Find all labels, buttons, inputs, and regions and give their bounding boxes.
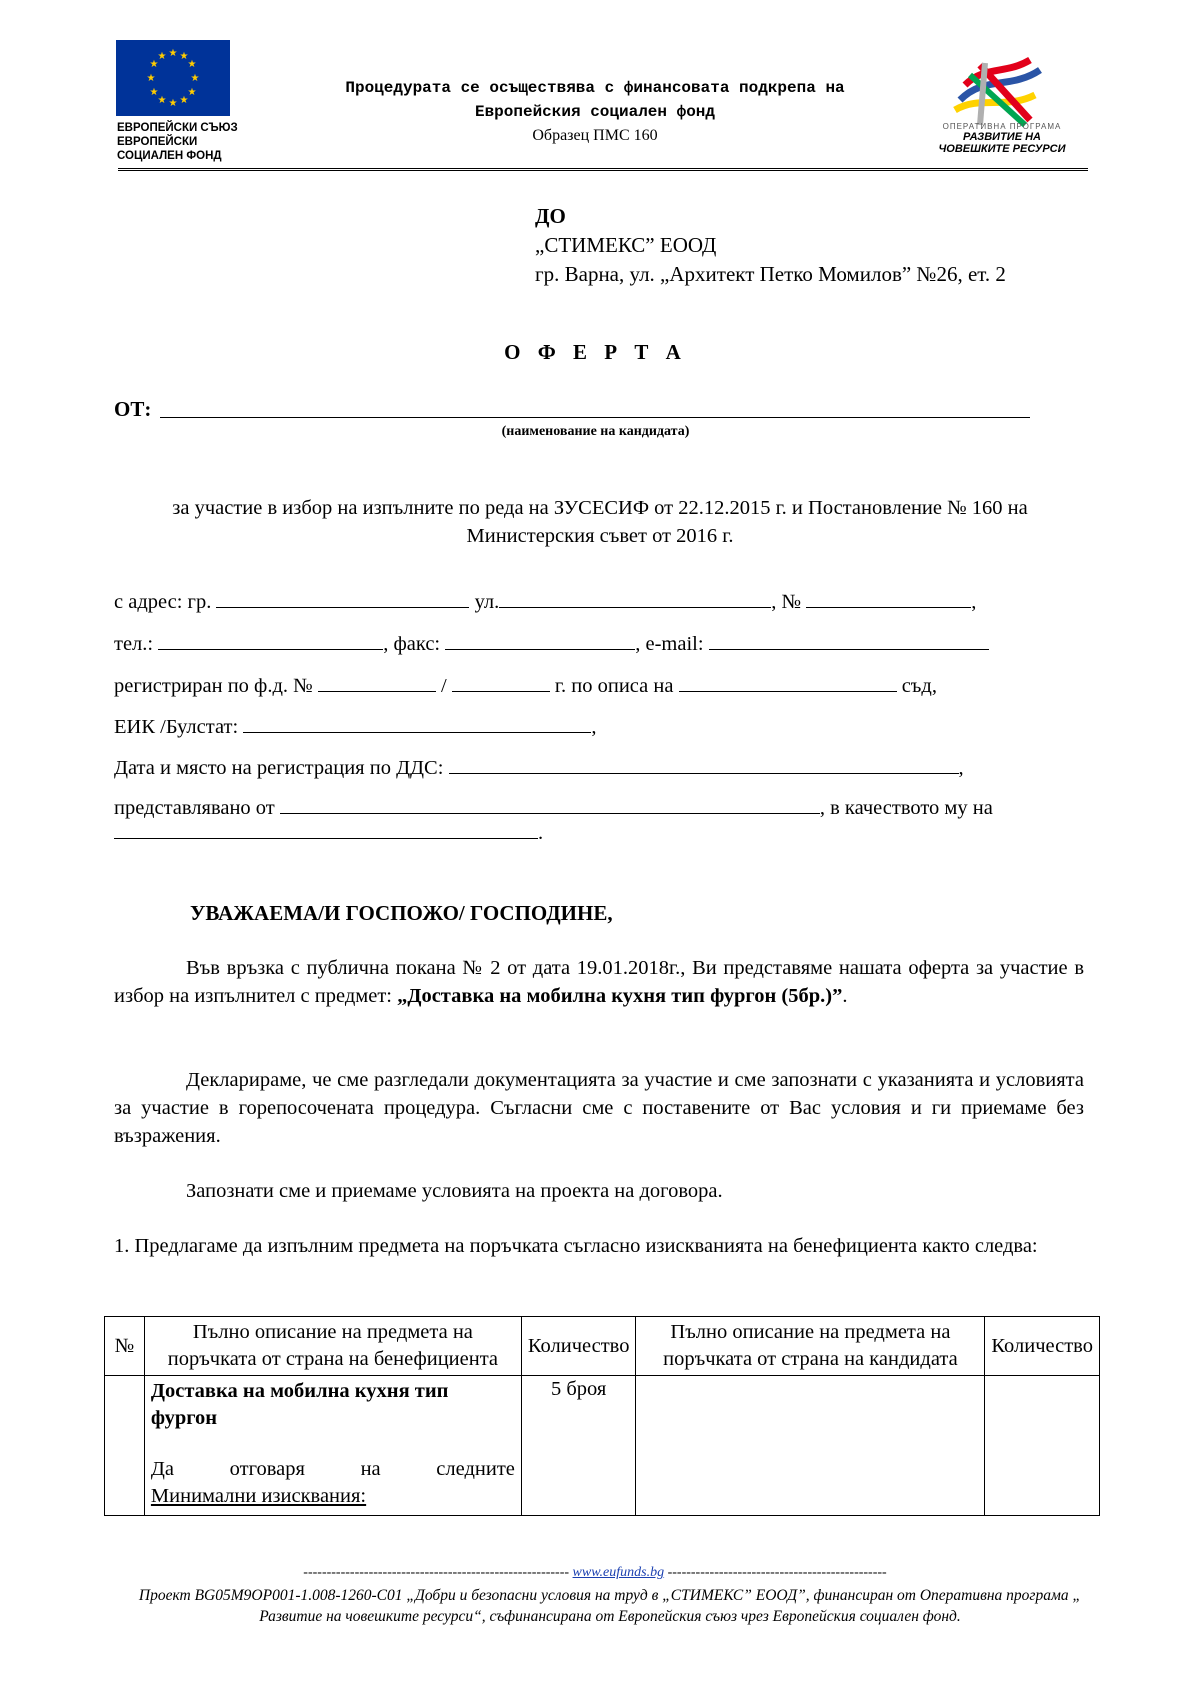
offer-text: 1. Предлагаме да изпълним предмета на поръчката съгласно изискванията на бенефициента както следва: [114,1235,1038,1257]
document-title: О Ф Е Р Т А [504,340,687,364]
header-beneficiary-description: Пълно описание на предмета на поръчката от страна на бенефициента [144,1317,521,1376]
purpose-text: за участие в избор на изпълните по реда на ЗУСЕСИФ от 22.12.2015 г. и Постановление № 160 на Министерския съвет от 2016 г. [172,497,1028,547]
vat-blank [449,755,959,774]
year-blank [452,673,550,692]
register-label: г. по описа на [554,675,674,697]
svg-text:★: ★ [187,87,197,98]
item-minimum-requirements: Минимални изисквания: [150,1485,367,1507]
address-row [114,589,1084,615]
header-template-line: Образец ПМС 160 [532,127,658,144]
salutation: УВАЖАЕМА/И ГОСПОЖО/ ГОСПОДИНЕ, [190,901,613,925]
contract-text: Запознати сме и приемаме условията на проекта на договора. [186,1180,723,1202]
hr-program-label-2: ЧОВЕШКИТЕ РЕСУРСИ [938,143,1066,155]
header-text [255,76,935,148]
court-label: съд, [901,675,937,697]
registration-row [114,673,1084,699]
contact-row [114,631,1084,657]
slash: / [440,675,447,697]
recipient-address: гр. Варна, ул. „Архитект Петко Момилов” №26, ет. 2 [535,262,1006,286]
capacity-label: , в качеството му на [819,797,993,819]
fax-label: , факс: [383,633,441,655]
header-funding-line: Процедурата се осъществява с финансовата подкрепа на [345,79,845,97]
paragraph-declaration [114,1066,1084,1150]
invitation-text: Във връзка с публична покана № 2 от дата 19.01.2018г., Ви представяме нашата оферта за участие в избор на изпълнител с предмет: [114,957,1084,1007]
address-label: с адрес: гр. [114,591,212,613]
eu-caption-line: ЕВРОПЕЙСКИ СЪЮЗ [117,122,238,134]
recipient-company: „СТИМЕКС” ЕООД [535,233,717,257]
item-title: Доставка на мобилна кухня тип фургон [150,1380,449,1429]
svg-text:★: ★ [187,59,197,70]
svg-text:★: ★ [157,51,167,62]
tel-blank [158,631,383,650]
from-label: ОТ: [114,397,152,421]
svg-text:★: ★ [149,87,159,98]
header-number: № [105,1317,145,1376]
eu-caption [117,121,238,163]
hr-program-logo [945,55,1055,130]
footer-separator: --------------------------------------------------------- www.eufunds.bg ----------------------------------------------- [303,1565,887,1580]
street-blank [499,589,771,608]
paragraph-offer [114,1232,1084,1260]
street-label: ул. [474,591,500,613]
row-candidate-quantity [985,1376,1100,1516]
row-beneficiary-description [144,1376,521,1516]
vat-row [114,755,1084,781]
row-candidate-description [636,1376,985,1516]
representative-blank [280,795,820,814]
court-blank [679,673,897,692]
number-label: , № [771,591,802,613]
email-blank [709,631,989,650]
subject-title: „Доставка на мобилна кухня тип фургон (5бр.)” [397,985,843,1007]
header-candidate-description: Пълно описание на предмета на поръчката от страна на кандидата [636,1317,985,1376]
row-quantity: 5 броя [521,1376,636,1516]
hr-program-caption [927,122,1077,155]
header-fund-line: Европейския социален фонд [474,103,716,121]
candidate-name-blank [160,417,1030,418]
paragraph-invitation [114,954,1084,1010]
number-blank [806,589,971,608]
recipient-to-label: ДО [535,204,566,228]
fax-blank [445,631,635,650]
header-quantity: Количество [521,1317,636,1376]
period: . [538,822,544,844]
eik-label: ЕИК /Булстат: [114,716,239,738]
eu-caption-line: ЕВРОПЕЙСКИ [117,136,198,148]
capacity-row [114,820,1084,846]
svg-text:★: ★ [168,48,178,59]
paragraph-contract [114,1177,1084,1205]
header-divider [118,168,1088,171]
offer-table [104,1316,1100,1516]
svg-text:★: ★ [146,73,156,84]
representative-row [114,795,1084,821]
hr-program-label-1: РАЗВИТИЕ НА [962,131,1041,143]
eu-flag-logo [116,40,230,116]
candidate-name-note: (наименование на кандидата) [501,424,690,439]
declaration-text: Декларираме, че сме разгледали документацията за участие и сме запознати с указанията и условията за участие в горепосочената процедура. Съгласни сме с поставените от Вас условия и ги приемаме без възражения. [114,1069,1084,1147]
svg-text:★: ★ [149,59,159,70]
email-label: , e-mail: [635,633,704,655]
svg-text:★: ★ [157,95,167,106]
capacity-blank [114,820,538,839]
eik-row [114,714,1084,740]
footer-project-text: Проект BG05M9OP001-1.008-1260-C01 „Добри и безопасни условия на труд в „СТИМЕКС” ЕООД”, финансиран от Оперативна програма „ Развитие на човешките ресурси“, съфинансирана от Европейския съюз чрез Европейския социален фонд. [138,1587,1082,1625]
case-number-blank [318,673,436,692]
row-number [105,1376,145,1516]
table-row [105,1376,1100,1516]
svg-text:★: ★ [168,98,178,109]
table-header-row [105,1317,1100,1376]
comma: , [591,716,597,738]
eufunds-link[interactable]: www.eufunds.bg [572,1565,665,1580]
recipient-block [535,202,1006,289]
header-candidate-quantity: Количество [985,1317,1100,1376]
tel-label: тел.: [114,633,154,655]
registration-label: регистриран по ф.д. № [114,675,313,697]
svg-text:★: ★ [179,51,189,62]
svg-text:★: ★ [190,73,200,84]
comma: , [958,757,964,779]
period: . [842,985,848,1007]
svg-text:★: ★ [179,95,189,106]
eu-caption-line: СОЦИАЛЕН ФОНД [117,150,222,162]
representative-label: представлявано от [114,797,275,819]
eik-blank [243,714,591,733]
city-blank [216,589,469,608]
vat-label: Дата и място на регистрация по ДДС: [114,757,444,779]
hr-program-small-label: ОПЕРАТИВНА ПРОГРАМА [942,122,1062,131]
item-requirement-intro: Да отговаря на следните [150,1458,515,1480]
comma: , [971,591,977,613]
